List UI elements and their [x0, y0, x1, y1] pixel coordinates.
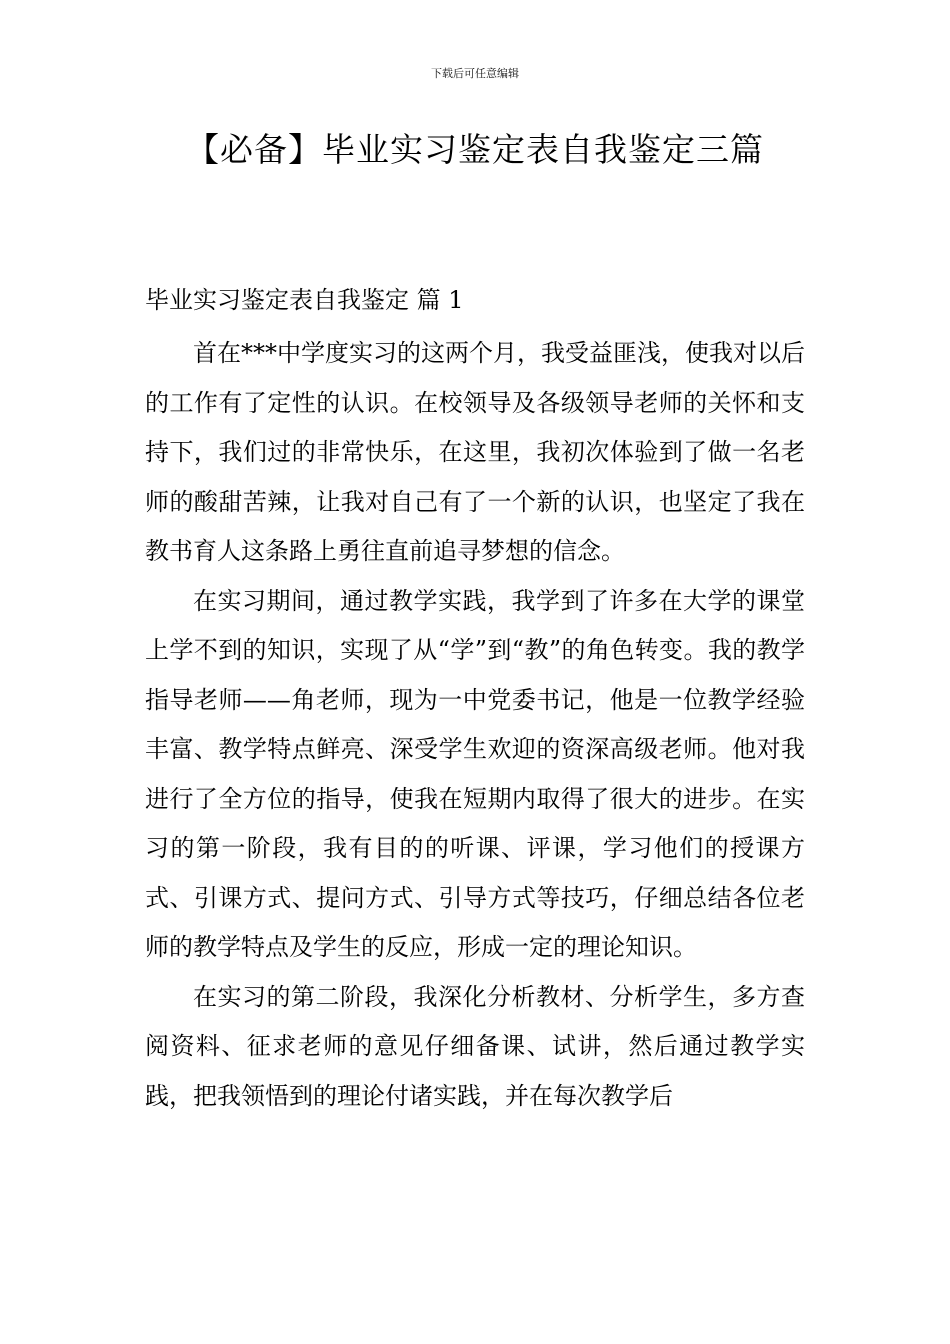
document-body	[145, 329, 805, 1121]
paragraph: 在实习的第二阶段，我深化分析教材、分析学生，多方查阅资料、征求老师的意见仔细备课、试讲，然后通过教学实践，把我领悟到的理论付诸实践，并在每次教学后	[145, 982, 805, 1110]
paragraph: 在实习期间，通过教学实践，我学到了许多在大学的课堂上学不到的知识，实现了从“学”到“教”的角色转变。我的教学指导老师——角老师，现为一中党委书记，他是一位教学经验丰富、教学特点鲜亮、深受学生欢迎的资深高级老师。他对我进行了全方位的指导，使我在短期内取得了很大的进步。在实习的第一阶段，我有目的的听课、评课，学习他们的授课方式、引课方式、提问方式、引导方式等技巧，仔细总结各位老师的教学特点及学生的反应，形成一定的理论知识。	[145, 586, 805, 961]
page-header-note: 下载后可任意编辑	[431, 67, 519, 80]
paragraph: 首在***中学度实习的这两个月，我受益匪浅，使我对以后的工作有了定性的认识。在校领导及各级领导老师的关怀和支持下，我们过的非常快乐，在这里，我初次体验到了做一名老师的酸甜苦辣，让我对自己有了一个新的认识，也坚定了我在教书育人这条路上勇往直前追寻梦想的信念。	[145, 339, 805, 565]
document-title: 【必备】毕业实习鉴定表自我鉴定三篇	[186, 130, 764, 169]
section-heading: 毕业实习鉴定表自我鉴定 篇 1	[145, 286, 464, 314]
